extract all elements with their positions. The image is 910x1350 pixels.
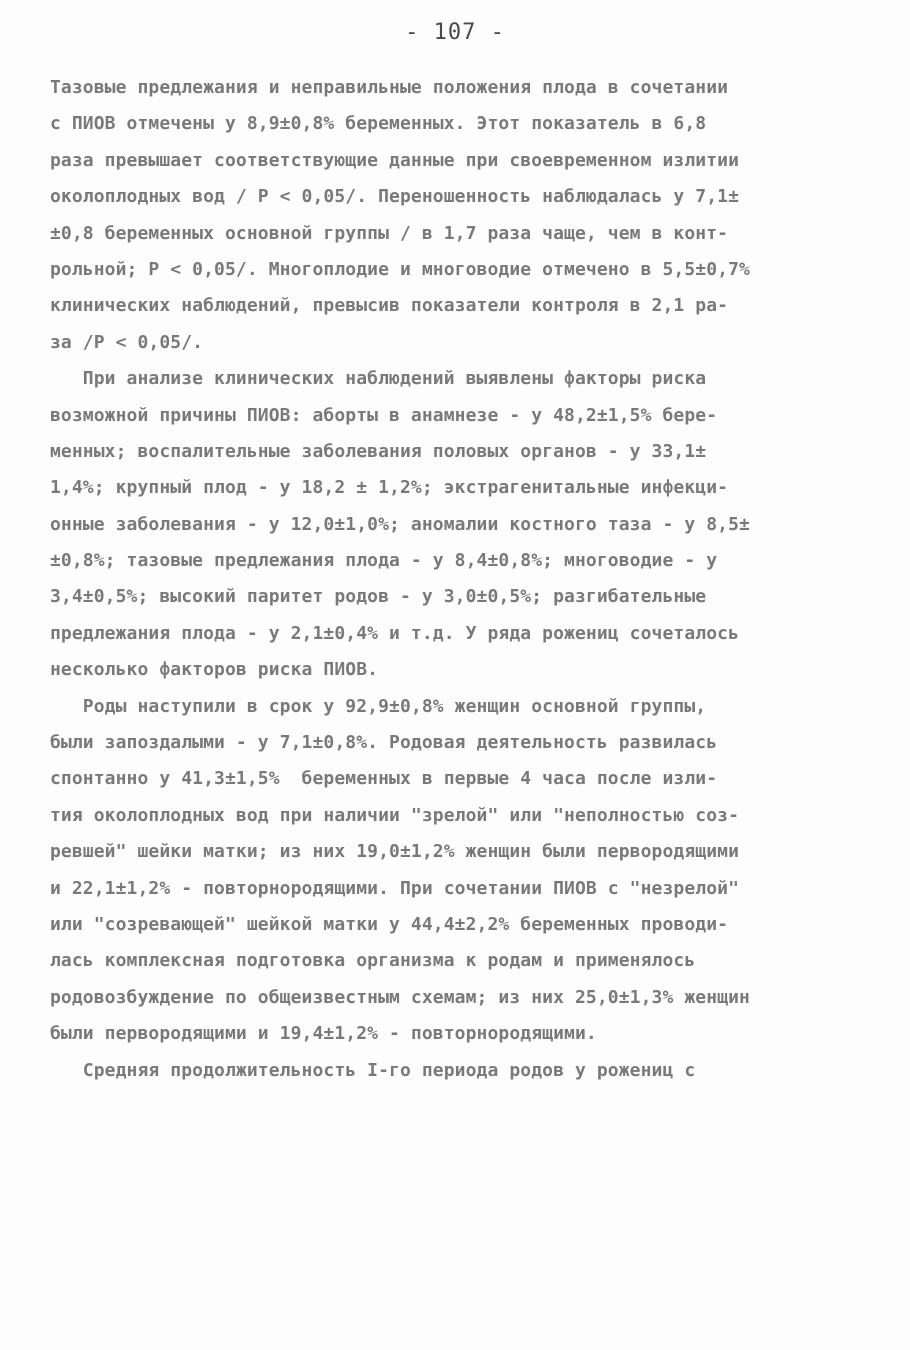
text-line: лась комплексная подготовка организма к родам и применялось bbox=[50, 950, 696, 972]
text-line: несколько факторов риска ПИОВ. bbox=[50, 659, 379, 681]
text-line: ±0,8 беременных основной группы / в 1,7 раза чаще, чем в конт- bbox=[50, 222, 729, 244]
text-line: менных; воспалительные заболевания половых органов - у 33,1± bbox=[50, 440, 707, 462]
text-line: клинических наблюдений, превысив показатели контроля в 2,1 ра- bbox=[50, 295, 729, 317]
text-line: возможной причины ПИОВ: аборты в анамнезе - у 48,2±1,5% бере- bbox=[50, 404, 718, 426]
text-line: Средняя продолжительность I-го периода родов у рожениц с bbox=[50, 1059, 696, 1081]
text-line: за /P < 0,05/. bbox=[50, 331, 204, 353]
text-line: с ПИОВ отмечены у 8,9±0,8% беременных. Этот показатель в 6,8 bbox=[50, 113, 707, 135]
text-line: спонтанно у 41,3±1,5% беременных в первые 4 часа после изли- bbox=[50, 768, 718, 790]
text-line: Роды наступили в срок у 92,9±0,8% женщин основной группы, bbox=[50, 695, 707, 717]
text-line: рольной; P < 0,05/. Многоплодие и многоводие отмечено в 5,5±0,7% bbox=[50, 258, 750, 280]
text-line: и 22,1±1,2% - повторнородящими. При сочетании ПИОВ с "незрелой" bbox=[50, 877, 740, 899]
text-line: Тазовые предлежания и неправильные положения плода в сочетании bbox=[50, 77, 729, 98]
text-line: родовозбуждение по общеизвестным схемам; из них 25,0±1,3% женщин bbox=[50, 986, 750, 1008]
text-line: 3,4±0,5%; высокий паритет родов - у 3,0±0,5%; разгибательные bbox=[50, 586, 707, 608]
body-text bbox=[50, 70, 860, 1089]
text-line: предлежания плода - у 2,1±0,4% и т.д. У ряда рожениц сочеталось bbox=[50, 622, 740, 644]
text-line: ±0,8%; тазовые предлежания плода - у 8,4±0,8%; многоводие - у bbox=[50, 550, 718, 572]
text-line: 1,4%; крупный плод - у 18,2 ± 1,2%; экстрагенитальные инфекци- bbox=[50, 477, 729, 499]
text-line: При анализе клинических наблюдений выявлены факторы риска bbox=[50, 368, 707, 390]
page-number: - 107 - bbox=[405, 20, 505, 45]
text-line: или "созревающей" шейкой матки у 44,4±2,2% беременных проводи- bbox=[50, 913, 729, 935]
text-line: онные заболевания - у 12,0±1,0%; аномалии костного таза - у 8,5± bbox=[50, 513, 750, 535]
text-line: были первородящими и 19,4±1,2% - повторнородящими. bbox=[50, 1023, 597, 1045]
text-line: ревшей" шейки матки; из них 19,0±1,2% женщин были первородящими bbox=[50, 841, 740, 863]
text-line: тия околоплодных вод при наличии "зрелой" или "неполностью соз- bbox=[50, 804, 740, 826]
text-line: околоплодных вод / P < 0,05/. Переношенность наблюдалась у 7,1± bbox=[50, 186, 740, 208]
text-line: раза превышает соответствующие данные при своевременном излитии bbox=[50, 149, 740, 171]
text-line: были запоздалыми - у 7,1±0,8%. Родовая деятельность развилась bbox=[50, 732, 718, 754]
